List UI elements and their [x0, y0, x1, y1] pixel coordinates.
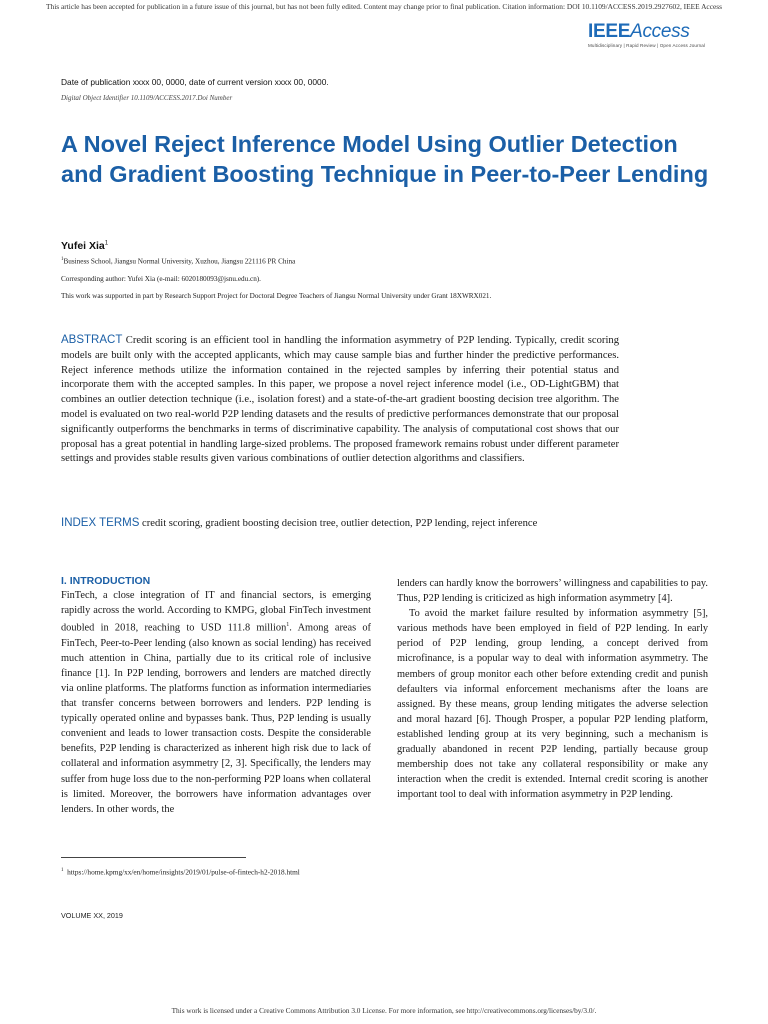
footnote-divider	[61, 857, 246, 858]
footnote	[61, 866, 371, 878]
ieee-access-logo	[588, 22, 718, 48]
corresponding-author: Corresponding author: Yufei Xia (e-mail: 6020180093@jsnu.edu.cn).	[61, 275, 261, 283]
license-notice: This work is licensed under a Creative Commons Attribution 3.0 License. For more information, see http://creativecommons.org/licenses/by/3.0/.	[171, 1006, 597, 1015]
affiliation	[61, 257, 295, 265]
section-heading-introduction: I. INTRODUCTION	[61, 575, 151, 587]
publication-date: Date of publication xxxx 00, 0000, date of current version xxxx 00, 0000.	[61, 77, 329, 87]
affiliation-text: Business School, Jiangsu Normal University, Xuzhou, Jiangsu 221116 PR China	[63, 257, 296, 266]
intro-text-b: . Among areas of FinTech, Peer-to-Peer lending (also known as social lending) has received much attention in China, partially due to its critical role of inclusive finance [1]. In P2P lending, borrowers and lenders are matched directly via online platforms. The platforms function as information intermediaries that transfer concerns between borrowers and lenders. P2P lending is typically operated online and bypasses bank. Thus, P2P lending is usually convenient and leads to lower transaction costs. Despite the considerable benefits, P2P lending is characterized as inherent high risk due to lack of collateral and information asymmetry [2, 3]. Specifically, the lenders may suffer from huge loss due to the non-performing P2P loans when collateral is limited. Moreover, the borrowers have information advantages over lenders. In other words, the	[61, 622, 371, 815]
top-notice: This article has been accepted for publication in a future issue of this journal, but has not been fully edited. Content may change prior to final publication. Citation information: DOI 10.1109/ACCESS.2019.2927602, IEEE Access	[45, 2, 723, 11]
abstract	[61, 333, 619, 467]
left-column	[61, 574, 371, 817]
intro-paragraph-1	[61, 588, 371, 817]
intro-paragraph-2: To avoid the market failure resulted by information asymmetry [5], various methods have been employed in field of P2P lending. In early period of P2P lending, group lending, a concept derived from microfinance, is a popular way to deal with information asymmetry. The members of group monitor each other before extending credit and punish defaulters via informal enforcement mechanisms after the loans are assigned. By these means, group lending mitigates the adverse selection and moral hazard [6]. Though Prosper, a popular P2P lending platform, established lending group at its very beginning, such a mechanism is gradually abandoned in recent P2P lending, partially because group membership does not take any collateral responsibility or make any interaction when the credit is extended. Internal credit scoring is another important tool to deal with information asymmetry in P2P lending.	[397, 608, 708, 801]
logo-word-access: Access	[630, 21, 690, 42]
author-name-text: Yufei Xia	[61, 240, 105, 252]
footnote-marker: 1	[286, 622, 290, 629]
logo-word-ieee: IEEE	[588, 21, 631, 42]
footnote-number: 1	[61, 868, 64, 873]
intro-paragraph-continued: lenders can hardly know the borrowers’ willingness and capabilities to pay. Thus, P2P lending is criticized as high information asymmetry [4].	[397, 578, 708, 605]
volume-label: VOLUME XX, 2019	[61, 911, 123, 920]
logo-tagline: Multidisciplinary | Rapid Review | Open Access Journal	[588, 43, 706, 48]
intro-text-a: FinTech, a close integration of IT and financial sectors, is emerging rapidly across the world. According to KMPG, global FinTech investment doubled in 2018, reaching to USD 111.8 million	[61, 590, 371, 634]
index-terms-heading: INDEX TERMS	[61, 517, 140, 529]
footnote-link: https://home.kpmg/xx/en/home/insights/2019/01/pulse-of-fintech-h2-2018.html	[67, 867, 300, 877]
abstract-heading: ABSTRACT	[61, 334, 123, 346]
abstract-text: Credit scoring is an efficient tool in handling the information asymmetry of P2P lending. Typically, credit scoring models are built only with the accepted applicants, which may cause sample bias and further hinder the predictive performances. Reject inference methods utilize the information contained in the rejected samples by inferring their potential status and incorporate them with the accepted samples. In this paper, we propose a novel reject inference model (i.e., OD-LightGBM) that combines an outlier detection technique (i.e., isolation forest) and a state-of-the-art gradient boosting decision tree algorithm. The model is evaluated on two real-world P2P lending datasets and the results of predictive performances demonstrate that our proposal significantly outperforms the benchmarks in terms of discriminative capability. The analysis of computational cost shows that our proposal has a great potential in handling large-sized problems. The proposed framework remains robust under different parameter settings and provides stable results given various combinations of outlier detection algorithms and classifiers.	[61, 335, 619, 465]
funding-note: This work was supported in part by Research Support Project for Doctoral Degree Teachers of Jiangsu Normal University under Grant 18XWRX021.	[61, 292, 492, 300]
paper-title: A Novel Reject Inference Model Using Outlier Detection and Gradient Boosting Technique in Peer-to-Peer Lending	[61, 131, 709, 187]
doi-line: Digital Object Identifier 10.1109/ACCESS.2017.Doi Number	[61, 94, 233, 102]
index-terms	[61, 516, 619, 532]
right-column	[397, 576, 708, 802]
index-terms-text: credit scoring, gradient boosting decision tree, outlier detection, P2P lending, reject inference	[142, 518, 538, 529]
author-sup: 1	[104, 240, 109, 247]
author-name	[61, 240, 108, 252]
affiliation-sup: 1	[61, 257, 64, 262]
